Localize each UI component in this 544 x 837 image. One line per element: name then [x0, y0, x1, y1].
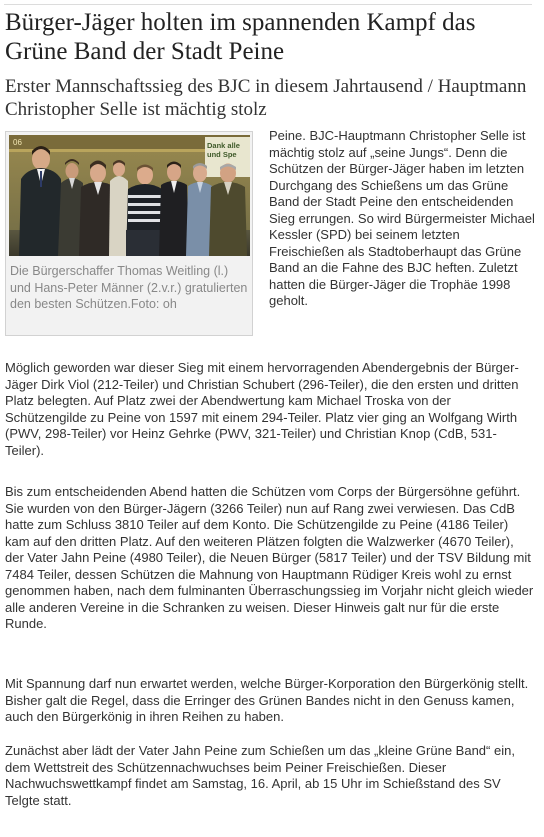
- article-headline: Bürger-Jäger holten im spannenden Kampf das Grüne Band der Stadt Peine: [5, 9, 476, 65]
- article-paragraph-4: Mit Spannung darf nun erwartet werden, welche Bürger-Korporation den Bürgerkönig stellt. Bisher galt die Regel, dass die Erringer des Grünen Bandes nicht in den Genuss kamen, auch den Bürgerkönig in ihren Reihen zu haben.: [5, 676, 529, 724]
- article-paragraph-3: Bis zum entscheidenden Abend hatten die Schützen vom Corps der Bürgersöhne geführt. Sie wurden von den Bürger-Jägern (3266 Teiler) nun auf Rang zwei verwiesen. Das CdB hatte zum Schluss 3810 Teiler auf dem Konto. Die Schützengilde zu Peine (4186 Teiler) kam auf den dritten Platz. Auf den weiteren Plätzen folgten die Walzwerker (4670 Teiler), der Vater Jahn Peine (4980 Teiler), die Neuen Bürger (5817 Teiler) und der TSV Bildung mit 7484 Teiler, dessen Schützen die Mahnung von Hauptmann Rüdiger Kreis wohl zu ernst genommen haben, nach dem fulminanten Überraschungssieg im Vorjahr nicht gleich wieder alle anderen Vereine in die Schranken zu weisen. Dieser Hinweis galt nur für die erste Runde.: [5, 484, 534, 631]
- article-subheadline: Erster Mannschaftssieg des BJC in diesem Jahrtausend / Hauptmann Christopher Selle ist mächtig stolz: [5, 76, 527, 120]
- group-photo: [9, 135, 250, 256]
- top-divider: [4, 4, 532, 5]
- image-caption: Die Bürgerschaffer Thomas Weitling (l.) und Hans-Peter Männer (2.v.r.) gratulierten den besten Schützen.Foto: oh: [10, 264, 248, 311]
- article-figure: [5, 131, 253, 336]
- article-paragraph-5: Zunächst aber lädt der Vater Jahn Peine zum Schießen um das „kleine Grüne Band“ ein, dem Wettstreit des Schützennachwuchses beim Peiner Freischießen. Dieser Nachwuchswettkampf findet am Samstag, 16. April, ab 15 Uhr im Schießstand des SV Telgte statt.: [5, 743, 515, 808]
- banner-text: Dank alle und Spe: [207, 141, 240, 159]
- corner-number: 06: [13, 138, 22, 147]
- article-paragraph-2: Möglich geworden war dieser Sieg mit einem hervorragenden Abendergebnis der Bürger-Jäger Dirk Viol (212-Teiler) und Christian Schubert (296-Teiler), die den ersten und dritten Platz belegten. Auf Platz zwei der Abendwertung kam Michael Troska von der Schützengilde zu Peine von 1597 mit einem 294-Teiler. Platz vier ging an Wolfgang Wirth (PWV, 298-Teiler) vor Heinz Gehrke (PWV, 321-Teiler) und Christian Knop (CdB, 531-Teiler).: [5, 360, 519, 458]
- article-paragraph-1: Peine. BJC-Hauptmann Christopher Selle ist mächtig stolz auf „seine Jungs“. Denn die Schützen der Bürger-Jäger haben im letzten Durchgang des Schießens um das Grüne Band der Stadt Peine den entscheidenden Sieg errungen. So wird Bürgermeister Michael Kessler (SPD) bei seinem letzten Freischießen als Stadtoberhaupt das Grüne Band an die Fahne des BJC heften. Zuletzt hatten die Bürger-Jäger die Trophäe 1998 geholt.: [269, 128, 535, 308]
